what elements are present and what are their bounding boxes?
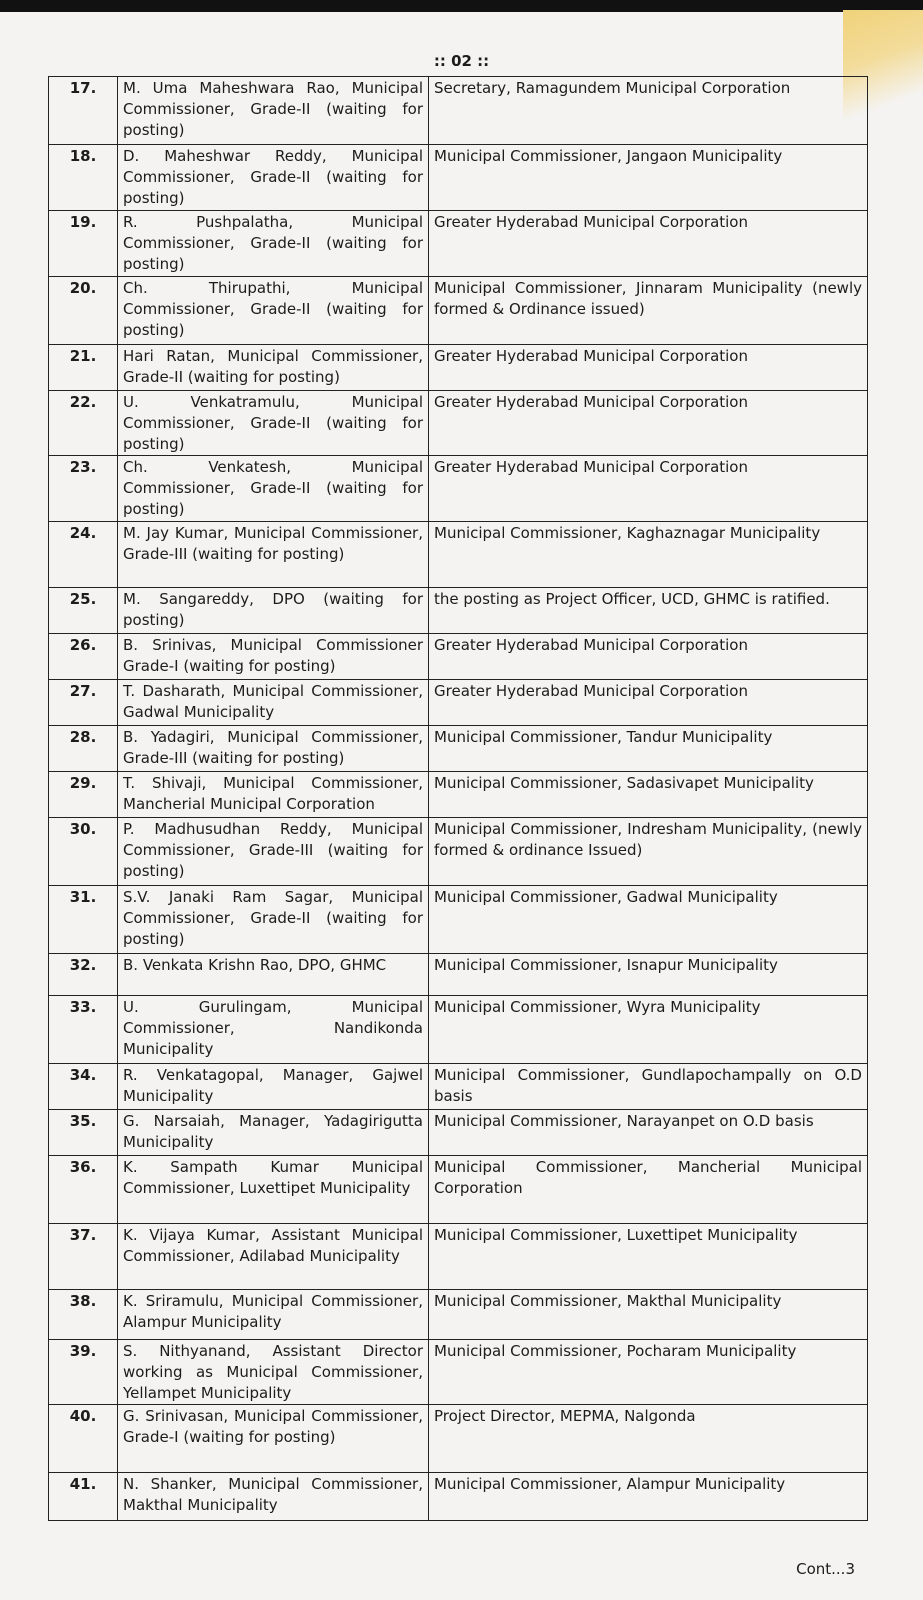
continuation-note: Cont...3 [796, 1560, 855, 1578]
officer-cell: T. Dasharath, Municipal Commissioner, Gadwal Municipality [118, 680, 429, 726]
officer-cell: K. Vijaya Kumar, Assistant Municipal Commissioner, Adilabad Municipality [118, 1224, 429, 1290]
table-row [49, 1224, 868, 1290]
top-border [0, 0, 923, 12]
table-row [49, 1156, 868, 1224]
posting-cell: Municipal Commissioner, Makthal Municipality [429, 1290, 868, 1340]
serial-number: 27. [49, 680, 118, 726]
serial-number: 34. [49, 1064, 118, 1110]
table-row [49, 680, 868, 726]
posting-cell: Municipal Commissioner, Tandur Municipality [429, 726, 868, 772]
serial-number: 35. [49, 1110, 118, 1156]
table-row [49, 522, 868, 588]
officer-cell: T. Shivaji, Municipal Commissioner, Mancherial Municipal Corporation [118, 772, 429, 818]
officer-cell: M. Uma Maheshwara Rao, Municipal Commissioner, Grade-II (waiting for posting) [118, 77, 429, 145]
page-number: :: 02 :: [433, 52, 490, 70]
posting-cell: Municipal Commissioner, Gundlapochampally on O.D basis [429, 1064, 868, 1110]
table-row [49, 1405, 868, 1473]
serial-number: 29. [49, 772, 118, 818]
table-row [49, 277, 868, 345]
posting-cell: Greater Hyderabad Municipal Corporation [429, 456, 868, 522]
table-row [49, 588, 868, 634]
serial-number: 39. [49, 1340, 118, 1405]
table-row [49, 211, 868, 277]
posting-cell: Project Director, MEPMA, Nalgonda [429, 1405, 868, 1473]
serial-number: 36. [49, 1156, 118, 1224]
table-row [49, 772, 868, 818]
officer-cell: U. Venkatramulu, Municipal Commissioner, Grade-II (waiting for posting) [118, 391, 429, 456]
serial-number: 33. [49, 996, 118, 1064]
posting-cell: Municipal Commissioner, Narayanpet on O.D basis [429, 1110, 868, 1156]
serial-number: 18. [49, 145, 118, 211]
officer-cell: B. Srinivas, Municipal Commissioner Grade-I (waiting for posting) [118, 634, 429, 680]
serial-number: 38. [49, 1290, 118, 1340]
officer-cell: Ch. Venkatesh, Municipal Commissioner, Grade-II (waiting for posting) [118, 456, 429, 522]
table-row [49, 634, 868, 680]
serial-number: 30. [49, 818, 118, 886]
table-row [49, 345, 868, 391]
officer-cell: S. Nithyanand, Assistant Director working as Municipal Commissioner, Yellampet Municipality [118, 1340, 429, 1405]
table-row [49, 886, 868, 954]
serial-number: 31. [49, 886, 118, 954]
posting-cell: Greater Hyderabad Municipal Corporation [429, 680, 868, 726]
table-row [49, 77, 868, 145]
serial-number: 21. [49, 345, 118, 391]
officer-cell: B. Yadagiri, Municipal Commissioner, Grade-III (waiting for posting) [118, 726, 429, 772]
officer-cell: Ch. Thirupathi, Municipal Commissioner, Grade-II (waiting for posting) [118, 277, 429, 345]
serial-number: 20. [49, 277, 118, 345]
serial-number: 26. [49, 634, 118, 680]
officer-cell: Hari Ratan, Municipal Commissioner, Grade-II (waiting for posting) [118, 345, 429, 391]
officer-cell: D. Maheshwar Reddy, Municipal Commissioner, Grade-II (waiting for posting) [118, 145, 429, 211]
officer-cell: G. Narsaiah, Manager, Yadagirigutta Municipality [118, 1110, 429, 1156]
posting-cell: Greater Hyderabad Municipal Corporation [429, 391, 868, 456]
table-row [49, 456, 868, 522]
serial-number: 28. [49, 726, 118, 772]
officer-cell: G. Srinivasan, Municipal Commissioner, Grade-I (waiting for posting) [118, 1405, 429, 1473]
serial-number: 25. [49, 588, 118, 634]
table-row [49, 818, 868, 886]
serial-number: 32. [49, 954, 118, 996]
serial-number: 22. [49, 391, 118, 456]
posting-cell: Greater Hyderabad Municipal Corporation [429, 211, 868, 277]
transfer-orders-table [48, 76, 868, 1521]
posting-cell: Municipal Commissioner, Pocharam Municipality [429, 1340, 868, 1405]
table-row [49, 145, 868, 211]
posting-cell: Municipal Commissioner, Gadwal Municipality [429, 886, 868, 954]
table-row [49, 1110, 868, 1156]
serial-number: 40. [49, 1405, 118, 1473]
officer-cell: S.V. Janaki Ram Sagar, Municipal Commissioner, Grade-II (waiting for posting) [118, 886, 429, 954]
posting-cell: Municipal Commissioner, Kaghaznagar Municipality [429, 522, 868, 588]
serial-number: 41. [49, 1473, 118, 1521]
posting-cell: Municipal Commissioner, Indresham Municipality, (newly formed & ordinance Issued) [429, 818, 868, 886]
table-row [49, 996, 868, 1064]
serial-number: 19. [49, 211, 118, 277]
serial-number: 17. [49, 77, 118, 145]
table-row [49, 391, 868, 456]
officer-cell: B. Venkata Krishn Rao, DPO, GHMC [118, 954, 429, 996]
table-row [49, 954, 868, 996]
posting-cell: Municipal Commissioner, Jangaon Municipality [429, 145, 868, 211]
posting-cell: Municipal Commissioner, Mancherial Municipal Corporation [429, 1156, 868, 1224]
posting-cell: Municipal Commissioner, Luxettipet Municipality [429, 1224, 868, 1290]
officer-cell: R. Venkatagopal, Manager, Gajwel Municipality [118, 1064, 429, 1110]
serial-number: 23. [49, 456, 118, 522]
serial-number: 37. [49, 1224, 118, 1290]
posting-cell: Secretary, Ramagundem Municipal Corporation [429, 77, 868, 145]
posting-cell: Municipal Commissioner, Wyra Municipality [429, 996, 868, 1064]
table-row [49, 1473, 868, 1521]
posting-cell: Greater Hyderabad Municipal Corporation [429, 345, 868, 391]
posting-cell: Municipal Commissioner, Alampur Municipality [429, 1473, 868, 1521]
officer-cell: M. Jay Kumar, Municipal Commissioner, Grade-III (waiting for posting) [118, 522, 429, 588]
officer-cell: R. Pushpalatha, Municipal Commissioner, Grade-II (waiting for posting) [118, 211, 429, 277]
officer-cell: M. Sangareddy, DPO (waiting for posting) [118, 588, 429, 634]
serial-number: 24. [49, 522, 118, 588]
officer-cell: K. Sriramulu, Municipal Commissioner, Alampur Municipality [118, 1290, 429, 1340]
table-row [49, 1064, 868, 1110]
officer-cell: P. Madhusudhan Reddy, Municipal Commissioner, Grade-III (waiting for posting) [118, 818, 429, 886]
table-row [49, 726, 868, 772]
posting-cell: the posting as Project Officer, UCD, GHMC is ratified. [429, 588, 868, 634]
posting-cell: Municipal Commissioner, Sadasivapet Municipality [429, 772, 868, 818]
table-row [49, 1290, 868, 1340]
table-row [49, 1340, 868, 1405]
posting-cell: Municipal Commissioner, Isnapur Municipality [429, 954, 868, 996]
posting-cell: Municipal Commissioner, Jinnaram Municipality (newly formed & Ordinance issued) [429, 277, 868, 345]
officer-cell: K. Sampath Kumar Municipal Commissioner, Luxettipet Municipality [118, 1156, 429, 1224]
officer-cell: N. Shanker, Municipal Commissioner, Makthal Municipality [118, 1473, 429, 1521]
officer-cell: U. Gurulingam, Municipal Commissioner, Nandikonda Municipality [118, 996, 429, 1064]
posting-cell: Greater Hyderabad Municipal Corporation [429, 634, 868, 680]
